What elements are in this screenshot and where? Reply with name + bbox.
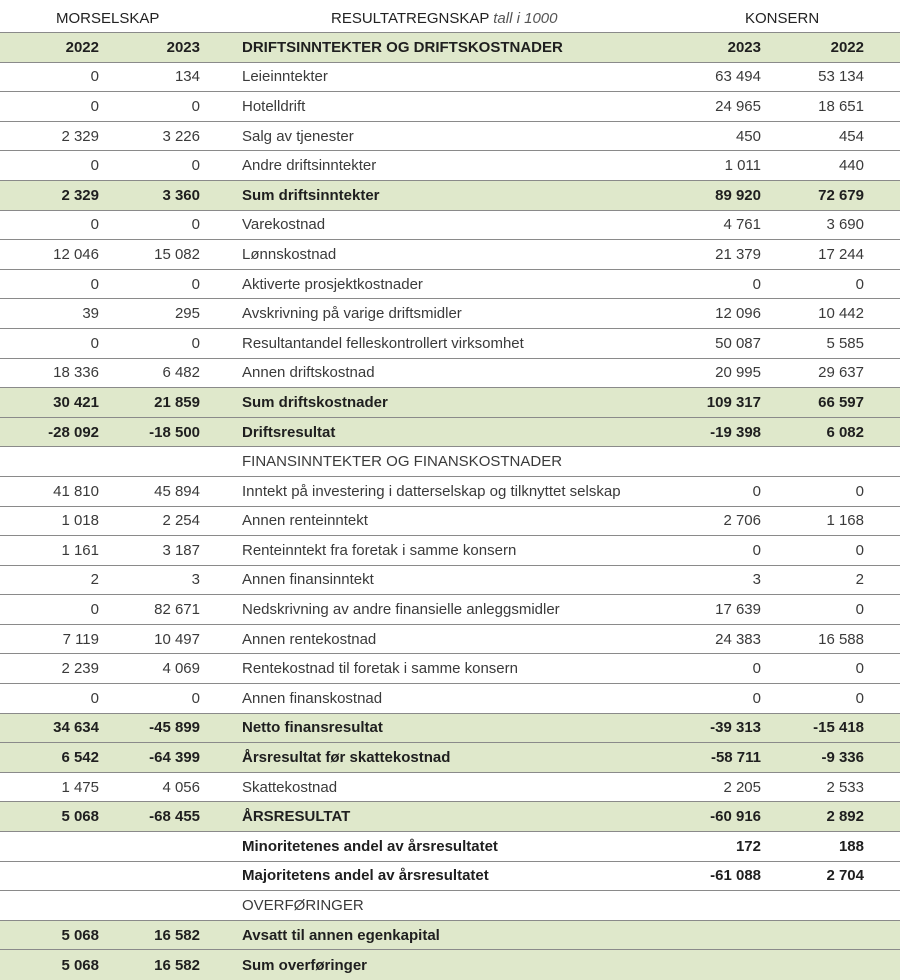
group-2022-cell: 53 134 xyxy=(818,68,864,86)
table-row xyxy=(0,92,900,122)
parent-2023-cell: 10 497 xyxy=(154,630,200,648)
group-2022-cell: 17 244 xyxy=(818,245,864,263)
group-2022-cell: 188 xyxy=(838,837,864,855)
parent-2022-cell: 30 421 xyxy=(53,393,99,411)
parent-2023-cell: 0 xyxy=(191,157,200,175)
row-label-cell: Minoritetenes andel av årsresultatet xyxy=(242,837,498,855)
row-label-cell: Skattekostnad xyxy=(242,778,338,796)
row-label-cell: Rentekostnad til foretak i samme konsern xyxy=(242,660,518,678)
parent-2022-cell: 1 018 xyxy=(61,512,99,530)
group-2022-cell: 5 585 xyxy=(826,334,864,352)
table-row xyxy=(0,684,900,714)
parent-2022-cell: 2 xyxy=(90,571,99,589)
parent-2022-cell: 7 119 xyxy=(62,630,99,648)
table-row xyxy=(0,418,900,448)
group-2022-cell: 2022 xyxy=(830,38,864,56)
group-2023-cell: 12 096 xyxy=(715,305,761,323)
group-2022-cell: 0 xyxy=(855,601,864,619)
group-2022-cell: -9 336 xyxy=(821,749,864,767)
group-2023-cell: 2023 xyxy=(727,38,761,56)
parent-2023-cell: 2023 xyxy=(166,38,200,56)
parent-2022-cell: 5 068 xyxy=(61,808,99,826)
parent-2023-cell: 0 xyxy=(191,275,200,293)
row-label-cell: Salg av tjenester xyxy=(242,127,354,145)
group-2023-cell: 0 xyxy=(752,275,761,293)
row-label-cell: ÅRSRESULTAT xyxy=(242,808,351,826)
parent-2023-cell: 82 671 xyxy=(154,601,200,619)
parent-2023-cell: 4 056 xyxy=(162,778,200,796)
table-row xyxy=(0,151,900,181)
parent-2022-cell: 18 336 xyxy=(53,364,99,382)
table-row xyxy=(0,654,900,684)
row-label-cell: Inntekt på investering i datterselskap og tilknyttet selskap xyxy=(242,482,621,500)
parent-2023-cell: -18 500 xyxy=(149,423,200,441)
table-row xyxy=(0,329,900,359)
group-2022-cell: 454 xyxy=(838,127,864,145)
table-row xyxy=(0,595,900,625)
row-label-cell: DRIFTSINNTEKTER OG DRIFTSKOSTNADER xyxy=(242,38,563,56)
parent-2023-cell: 0 xyxy=(191,216,200,234)
table-row xyxy=(0,270,900,300)
group-2023-cell: 2 205 xyxy=(723,778,761,796)
table-row xyxy=(0,447,900,477)
row-label-cell: Sum driftskostnader xyxy=(242,393,388,411)
row-label-cell: Sum overføringer xyxy=(242,956,368,974)
parent-2023-cell: 2 254 xyxy=(162,512,200,530)
parent-2022-cell: 12 046 xyxy=(53,245,99,263)
row-label-cell: Annen finanskostnad xyxy=(242,689,383,707)
parent-2023-cell: 295 xyxy=(174,305,200,323)
group-2023-cell: -61 088 xyxy=(710,867,761,885)
parent-2022-cell: 34 634 xyxy=(53,719,99,737)
parent-2023-cell: 3 187 xyxy=(162,541,200,559)
row-label-cell: Aktiverte prosjektkostnader xyxy=(242,275,423,293)
table-row xyxy=(0,802,900,832)
row-label-cell: Andre driftsinntekter xyxy=(242,157,377,175)
group-2022-cell: 29 637 xyxy=(818,364,864,382)
header-group: KONSERN xyxy=(745,10,820,27)
row-label-cell: Leieinntekter xyxy=(242,68,328,86)
group-2023-cell: 21 379 xyxy=(715,245,761,263)
parent-2022-cell: 2 329 xyxy=(61,127,99,145)
group-2023-cell: 1 011 xyxy=(724,157,761,175)
group-2022-cell: 0 xyxy=(855,541,864,559)
group-2022-cell: 2 704 xyxy=(826,867,864,885)
parent-2022-cell: 2 329 xyxy=(61,186,99,204)
table-row xyxy=(0,950,900,980)
parent-2023-cell: 16 582 xyxy=(154,926,200,944)
row-label-cell: Driftsresultat xyxy=(242,423,336,441)
parent-2023-cell: 0 xyxy=(191,334,200,352)
group-2023-cell: 20 995 xyxy=(715,364,761,382)
table-row xyxy=(0,773,900,803)
group-2023-cell: 0 xyxy=(752,482,761,500)
header-parent-company: MORSELSKAP xyxy=(56,10,160,27)
table-row xyxy=(0,33,900,63)
group-2022-cell: 18 651 xyxy=(818,97,864,115)
table-row xyxy=(0,122,900,152)
parent-2022-cell: -28 092 xyxy=(48,423,99,441)
group-2023-cell: 109 317 xyxy=(706,393,761,411)
group-2022-cell: 0 xyxy=(855,660,864,678)
group-2023-cell: -58 711 xyxy=(710,749,761,767)
parent-2022-cell: 5 068 xyxy=(61,926,99,944)
row-label-cell: Annen finansinntekt xyxy=(242,571,374,589)
parent-2023-cell: 3 226 xyxy=(162,127,200,145)
parent-2023-cell: 134 xyxy=(174,68,200,86)
row-label-cell: Årsresultat før skattekostnad xyxy=(242,749,451,767)
parent-2022-cell: 6 542 xyxy=(61,749,99,767)
group-2022-cell: 10 442 xyxy=(818,305,864,323)
parent-2023-cell: 6 482 xyxy=(162,364,200,382)
parent-2023-cell: 15 082 xyxy=(154,245,200,263)
parent-2022-cell: 2 239 xyxy=(61,660,99,678)
row-label-cell: OVERFØRINGER xyxy=(242,897,364,915)
group-2023-cell: 17 639 xyxy=(715,601,761,619)
parent-2023-cell: 0 xyxy=(191,97,200,115)
group-2023-cell: 24 965 xyxy=(715,97,761,115)
parent-2022-cell: 0 xyxy=(90,275,99,293)
group-2023-cell: 172 xyxy=(735,837,761,855)
row-label-cell: Sum driftsinntekter xyxy=(242,186,380,204)
parent-2022-cell: 0 xyxy=(90,689,99,707)
group-2022-cell: -15 418 xyxy=(813,719,864,737)
parent-2022-cell: 0 xyxy=(90,97,99,115)
parent-2022-cell: 0 xyxy=(90,334,99,352)
group-2023-cell: 0 xyxy=(752,660,761,678)
row-label-cell: Majoritetens andel av årsresultatet xyxy=(242,867,489,885)
group-2023-cell: 50 087 xyxy=(715,334,761,352)
header-title-text: RESULTATREGNSKAP xyxy=(331,10,490,27)
group-2023-cell: 450 xyxy=(735,127,761,145)
table-row xyxy=(0,714,900,744)
table-row xyxy=(0,240,900,270)
group-2022-cell: 0 xyxy=(855,275,864,293)
table-header xyxy=(0,0,900,33)
group-2022-cell: 66 597 xyxy=(818,393,864,411)
row-label-cell: Annen renteinntekt xyxy=(242,512,368,530)
table-row xyxy=(0,832,900,862)
table-row xyxy=(0,507,900,537)
row-label-cell: Hotelldrift xyxy=(242,97,306,115)
group-2022-cell: 2 892 xyxy=(826,808,864,826)
row-label-cell: Nedskrivning av andre finansielle anleggsmidler xyxy=(242,601,560,619)
group-2022-cell: 72 679 xyxy=(818,186,864,204)
row-label-cell: Resultantandel felleskontrollert virksomhet xyxy=(242,334,524,352)
parent-2023-cell: -68 455 xyxy=(149,808,200,826)
parent-2022-cell: 41 810 xyxy=(53,482,99,500)
row-label-cell: Renteinntekt fra foretak i samme konsern xyxy=(242,541,517,559)
parent-2023-cell: -45 899 xyxy=(149,719,200,737)
group-2022-cell: 0 xyxy=(855,689,864,707)
parent-2022-cell: 1 475 xyxy=(61,778,99,796)
parent-2022-cell: 39 xyxy=(82,305,99,323)
parent-2022-cell: 1 161 xyxy=(61,541,99,559)
group-2023-cell: 63 494 xyxy=(715,68,761,86)
parent-2023-cell: 16 582 xyxy=(154,956,200,974)
table-row xyxy=(0,566,900,596)
group-2022-cell: 2 xyxy=(855,571,864,589)
table-row xyxy=(0,388,900,418)
parent-2023-cell: 0 xyxy=(191,689,200,707)
header-unit-note: tall i 1000 xyxy=(493,10,558,27)
group-2023-cell: 3 xyxy=(752,571,761,589)
group-2022-cell: 16 588 xyxy=(818,630,864,648)
parent-2023-cell: -64 399 xyxy=(149,749,200,767)
table-row xyxy=(0,359,900,389)
row-label-cell: Annen rentekostnad xyxy=(242,630,377,648)
header-title xyxy=(331,11,557,27)
table-row xyxy=(0,211,900,241)
table-body xyxy=(0,33,900,980)
group-2023-cell: 0 xyxy=(752,689,761,707)
group-2023-cell: 2 706 xyxy=(723,512,761,530)
group-2023-cell: -19 398 xyxy=(710,423,761,441)
group-2022-cell: 1 168 xyxy=(826,512,864,530)
row-label-cell: Netto finansresultat xyxy=(242,719,383,737)
parent-2023-cell: 3 xyxy=(191,571,200,589)
row-label-cell: Avskrivning på varige driftsmidler xyxy=(242,305,462,323)
table-row xyxy=(0,625,900,655)
table-row xyxy=(0,862,900,892)
table-row xyxy=(0,477,900,507)
row-label-cell: Varekostnad xyxy=(242,216,326,234)
parent-2022-cell: 5 068 xyxy=(61,956,99,974)
row-label-cell: Lønnskostnad xyxy=(242,245,337,263)
parent-2022-cell: 2022 xyxy=(65,38,99,56)
parent-2023-cell: 45 894 xyxy=(154,482,200,500)
table-row xyxy=(0,743,900,773)
parent-2023-cell: 4 069 xyxy=(162,660,200,678)
row-label-cell: Avsatt til annen egenkapital xyxy=(242,926,440,944)
parent-2022-cell: 0 xyxy=(90,216,99,234)
table-row xyxy=(0,536,900,566)
group-2022-cell: 440 xyxy=(838,157,864,175)
table-row xyxy=(0,63,900,93)
group-2023-cell: 4 761 xyxy=(723,216,761,234)
group-2022-cell: 3 690 xyxy=(826,216,864,234)
table-row xyxy=(0,891,900,921)
table-row xyxy=(0,299,900,329)
group-2023-cell: -60 916 xyxy=(710,808,761,826)
group-2023-cell: 89 920 xyxy=(715,186,761,204)
group-2022-cell: 2 533 xyxy=(826,778,864,796)
group-2023-cell: 24 383 xyxy=(715,630,761,648)
group-2023-cell: -39 313 xyxy=(710,719,761,737)
table-row xyxy=(0,181,900,211)
parent-2023-cell: 3 360 xyxy=(162,186,200,204)
group-2022-cell: 6 082 xyxy=(826,423,864,441)
row-label-cell: FINANSINNTEKTER OG FINANSKOSTNADER xyxy=(242,453,563,471)
group-2022-cell: 0 xyxy=(855,482,864,500)
parent-2023-cell: 21 859 xyxy=(154,393,200,411)
parent-2022-cell: 0 xyxy=(90,157,99,175)
parent-2022-cell: 0 xyxy=(90,601,99,619)
parent-2022-cell: 0 xyxy=(90,68,99,86)
row-label-cell: Annen driftskostnad xyxy=(242,364,375,382)
table-row xyxy=(0,921,900,951)
group-2023-cell: 0 xyxy=(752,541,761,559)
